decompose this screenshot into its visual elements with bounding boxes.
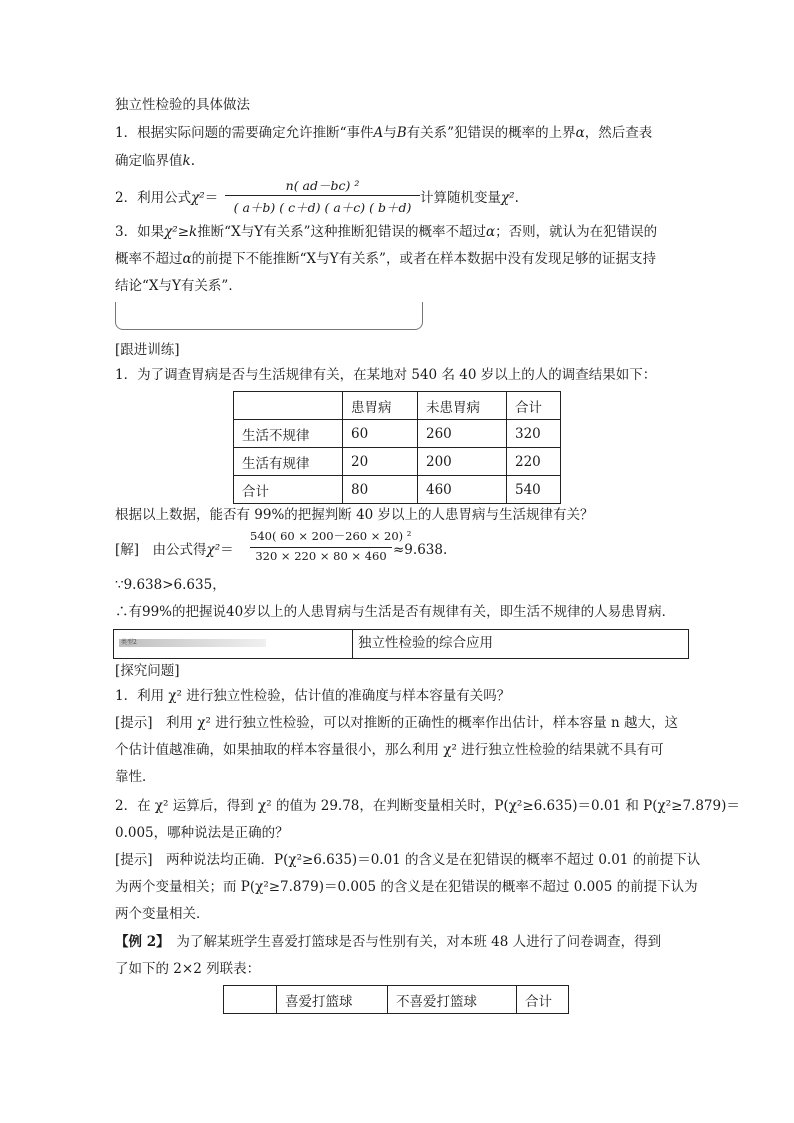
solution-fraction-bar	[250, 547, 392, 548]
table-row	[234, 476, 561, 504]
table-header-cell: 喜爱打篮球	[277, 986, 388, 1014]
table-cell: 20	[343, 448, 418, 476]
basketball-table	[223, 985, 569, 1014]
chi2-symbol-4: χ²	[206, 542, 221, 558]
equals-sign-2: ＝	[220, 542, 234, 558]
table-header-cell: 患胃病	[343, 392, 418, 420]
formula-denominator: ( a＋b) ( c＋d) ( a＋c) ( b＋d)	[233, 200, 412, 215]
stomach-table	[233, 391, 561, 504]
chi2-symbol-2: χ²	[501, 190, 515, 206]
hint-2-line-1: [提示] 两种说法均正确．P(χ²≥6.635)＝0.01 的含义是在犯错误的概率不超过 0.01 的前提下认	[115, 852, 701, 868]
example-label: 【例 2】	[115, 934, 163, 950]
step-1-text-c: ，然后查表	[584, 125, 653, 141]
table-cell: 60	[343, 420, 418, 448]
table-cell: 320	[507, 420, 561, 448]
hint-1-line-2: 个估计值越准确，如果抽取的样本容量很小，那么利用 χ² 进行独立性检验的结果就不具有可	[115, 742, 664, 758]
table-header-cell: 合计	[507, 392, 561, 420]
practice-question-b: 根据以上数据，能否有 99%的把握判断 40 岁以上的人患胃病与生活规律有关？	[115, 507, 594, 523]
table-header-cell: 合计	[517, 986, 569, 1014]
chi2-symbol: χ²	[191, 190, 205, 206]
solution-result: ≈9.638.	[393, 542, 448, 558]
hint-2-line-2: 为两个变量相关；而 P(χ²≥7.879)＝0.005 的含义是在犯错误的概率不超过 0.005 的前提下认为	[115, 879, 698, 895]
table-cell: 生活有规律	[234, 448, 343, 476]
formula-numerator: n( ad－bc) ²	[285, 178, 360, 193]
step-2-text-a: 2．利用公式	[115, 190, 192, 206]
example-text-a: 为了解某班学生喜爱打篮球是否与性别有关，对本班 48 人进行了问卷调查，得到	[162, 934, 662, 950]
hint-1-line-1: [提示] 利用 χ² 进行独立性检验，可以对推断的正确性的概率作出估计，样本容量 n 越大，这	[115, 715, 678, 731]
explore-q1: 1．利用 χ² 进行独立性检验，估计值的准确度与样本容量有关吗？	[115, 688, 511, 704]
explore-q2-line-2: 0.005，哪种说法是正确的？	[115, 825, 289, 841]
table-cell: 260	[418, 420, 507, 448]
practice-question: 1．为了调查胃病是否与生活规律有关，在某地对 540 名 40 岁以上的人的调查结果如下：	[115, 367, 657, 383]
event-a: A	[373, 125, 384, 141]
table-cell: 220	[507, 448, 561, 476]
period-2: .	[514, 190, 519, 206]
section-heading: 独立性检验的具体做法	[115, 97, 250, 113]
step-3-text-c: ；否则，就认为在犯错误的	[495, 224, 658, 240]
period: .	[190, 153, 195, 169]
table-cell: 80	[343, 476, 418, 504]
step-3-text-e: 的前提下不能推断“X与Y有关系”，或者在样本数据中没有发现足够的证据支持	[191, 251, 656, 267]
equals-sign: ＝	[204, 190, 219, 206]
example-line-2: 了如下的 2×2 列联表：	[115, 961, 261, 977]
event-b: B	[396, 125, 407, 141]
section-title: 独立性检验的综合应用	[358, 635, 493, 651]
table-cell: 460	[418, 476, 507, 504]
step-3-text-d: 概率不超过	[115, 251, 183, 267]
table-cell: 合计	[234, 476, 343, 504]
notes-bracket	[115, 302, 423, 330]
step-3-line-1	[115, 222, 657, 242]
alpha-symbol-3: α	[182, 251, 192, 267]
table-cell: 生活不规律	[234, 420, 343, 448]
step-1-text-d: 确定临界值	[115, 153, 183, 169]
step-3-text-b: 推断“X与Y有关系”这种推断犯错误的概率不超过	[197, 224, 487, 240]
solution-label: [解] 由公式得	[115, 542, 207, 558]
step-2-right	[420, 188, 519, 208]
table-header-cell	[224, 986, 277, 1014]
k-symbol: k	[182, 153, 191, 169]
table-header-cell	[234, 392, 343, 420]
table-header-cell: 不喜爱打篮球	[388, 986, 517, 1014]
table-cell: 200	[418, 448, 507, 476]
table-header-cell: 未患胃病	[418, 392, 507, 420]
chi2-symbol-3: χ²	[164, 224, 178, 240]
since-line: ∵9.638>6.635，	[115, 577, 226, 593]
section-tag: 类型2	[119, 639, 266, 647]
example-line-1	[115, 932, 661, 952]
step-2-left	[115, 188, 218, 208]
table-header-row	[234, 392, 561, 420]
table-row	[234, 448, 561, 476]
table-header-row	[224, 986, 569, 1014]
explore-q2-line-1: 2．在 χ² 运算后，得到 χ² 的值为 29.78，在判断变量相关时，P(χ²≥6.635)＝0.01 和 P(χ²≥7.879)＝	[115, 798, 740, 814]
step-3-line-3: 结论“X与Y有关系”．	[115, 278, 242, 294]
alpha-symbol-2: α	[486, 224, 496, 240]
table-cell: 540	[507, 476, 561, 504]
step-2-text-b: 计算随机变量	[420, 190, 501, 206]
section-banner-left	[114, 630, 353, 658]
step-1-line-1	[115, 123, 652, 143]
solution-numerator: 540( 60 × 200－260 × 20) ²	[250, 529, 412, 543]
practice-label: [跟进训练]	[115, 342, 180, 358]
step-1-text-a: 1．根据实际问题的需要确定允许推断“事件	[115, 125, 374, 141]
therefore-line: ∴有99%的把握说40岁以上的人患胃病与生活是否有规律有关，即生活不规律的人易患胃病．	[115, 604, 676, 620]
hint-2-line-3: 两个变量相关．	[115, 906, 210, 922]
solution-left	[115, 540, 234, 560]
solution-denominator: 320 × 220 × 80 × 460	[255, 549, 387, 563]
step-1-text-b: 有关系”犯错误的概率的上界	[406, 125, 576, 141]
yu-text: 与	[383, 125, 397, 141]
step-3-text-a: 3．如果	[115, 224, 165, 240]
section-banner	[113, 629, 689, 659]
table-row	[234, 420, 561, 448]
alpha-symbol: α	[575, 125, 585, 141]
explore-label: [探究问题]	[115, 663, 180, 679]
hint-1-line-3: 靠性．	[115, 769, 156, 785]
step-1-line-2	[115, 151, 195, 171]
formula-fraction-bar	[225, 195, 420, 196]
step-3-line-2	[115, 249, 656, 269]
geq-k: ≥k	[177, 224, 198, 240]
